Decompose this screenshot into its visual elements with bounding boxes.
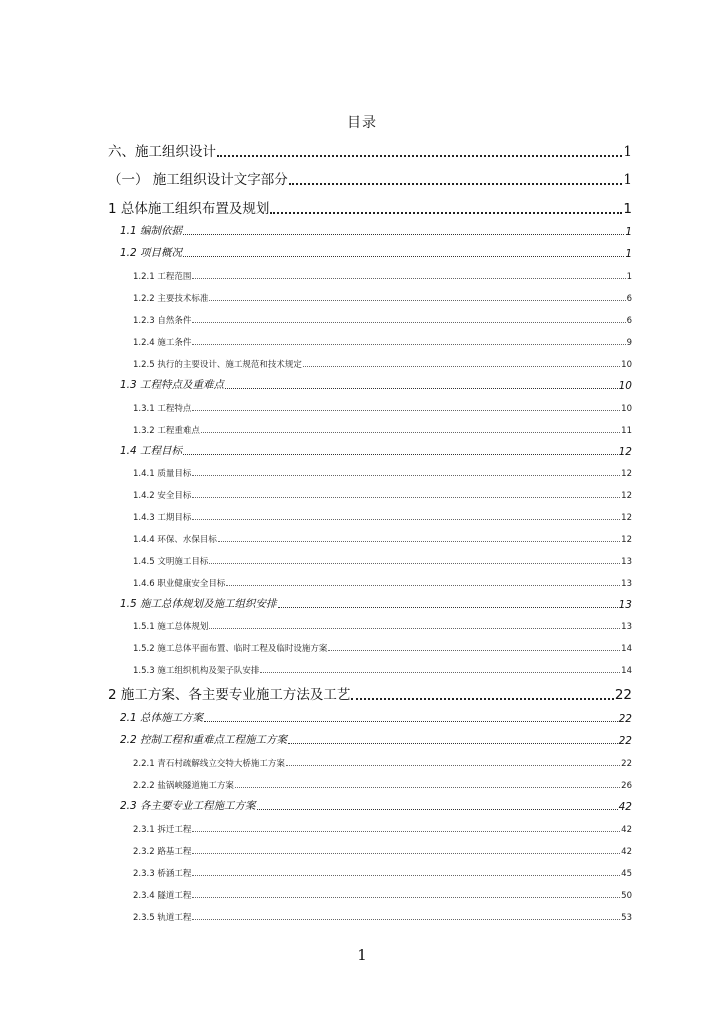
- toc-entry-page: 42: [621, 825, 632, 835]
- toc-entry-text: 2.3.5 轨道工程: [133, 913, 192, 923]
- toc-entry[interactable]: [133, 843, 632, 857]
- toc-entry[interactable]: [133, 662, 632, 676]
- toc-entry-text: 1.3.1 工程特点: [133, 404, 192, 414]
- toc-entry-text: 1.4.5 文明施工目标: [133, 557, 209, 567]
- dot-leader: [192, 875, 620, 876]
- dot-leader: [192, 410, 620, 411]
- toc-entry-text: （一） 施工组织设计文字部分: [108, 172, 288, 188]
- toc-entry[interactable]: [133, 422, 632, 436]
- toc-entry[interactable]: [133, 640, 632, 654]
- toc-entry-text: 2.2.2 盐锅峡隧道施工方案: [133, 781, 234, 791]
- dot-leader: [217, 155, 622, 157]
- toc-entry-page: 10: [621, 404, 632, 414]
- toc-entry-text: 2.3 各主要专业工程施工方案: [120, 800, 256, 812]
- toc-entry-page: 13: [621, 579, 632, 589]
- toc-entry[interactable]: [133, 821, 632, 835]
- toc-entry-text: 1.5.3 施工组织机构及架子队安排: [133, 666, 260, 676]
- dot-leader: [270, 212, 622, 214]
- toc-entry[interactable]: [133, 290, 632, 304]
- toc-entry[interactable]: [133, 400, 632, 414]
- toc-entry-page: 14: [621, 644, 632, 654]
- toc-entry[interactable]: [120, 376, 632, 392]
- toc-entry[interactable]: [133, 334, 632, 348]
- toc-entry-text: 1.4.6 职业健康安全目标: [133, 579, 226, 589]
- toc-title: 目录: [347, 115, 377, 131]
- dot-leader: [257, 809, 618, 810]
- toc-entry-page: 1: [626, 272, 632, 282]
- toc-entry-page: 22: [618, 735, 632, 747]
- toc-entry-text: 2.2.1 青石村疏解线立交特大桥施工方案: [133, 759, 285, 769]
- toc-entry[interactable]: [133, 509, 632, 523]
- dot-leader: [209, 300, 625, 301]
- dot-leader: [192, 853, 620, 854]
- dot-leader: [192, 322, 625, 323]
- toc-entry-page: 13: [621, 557, 632, 567]
- toc-entry[interactable]: [133, 618, 632, 632]
- toc-entry-text: 1.1 编制依据: [120, 225, 183, 237]
- toc-entry-text: 2.3.3 桥涵工程: [133, 869, 192, 879]
- toc-entry-text: 1.3.2 工程重难点: [133, 426, 200, 436]
- toc-entry-text: 1.5.1 施工总体规划: [133, 622, 209, 632]
- toc-entry-text: 1.4 工程目标: [120, 445, 183, 457]
- toc-entry-text: 2.3.1 拆迁工程: [133, 825, 192, 835]
- toc-entry-text: 六、施工组织设计: [108, 144, 216, 160]
- toc-entry[interactable]: [120, 731, 632, 747]
- toc-entry-page: 11: [621, 426, 632, 436]
- toc-entry[interactable]: [120, 244, 632, 260]
- toc-entry-page: 53: [621, 913, 632, 923]
- toc-entry-page: 1: [625, 248, 632, 260]
- dot-leader: [218, 541, 620, 542]
- toc-entry-page: 1: [625, 226, 632, 238]
- toc-entry[interactable]: [120, 595, 632, 611]
- dot-leader: [226, 585, 620, 586]
- toc-entry[interactable]: [133, 356, 632, 370]
- toc-entry-text: 1 总体施工组织布置及规划: [108, 201, 270, 217]
- toc-entry-text: 1.2.2 主要技术标准: [133, 294, 209, 304]
- dot-leader: [192, 831, 620, 832]
- toc-entry-text: 1.5 施工总体规划及施工组织安排: [120, 598, 277, 610]
- dot-leader: [201, 432, 620, 433]
- toc-entry[interactable]: [133, 553, 632, 567]
- toc-entry[interactable]: [133, 777, 632, 791]
- toc-entry-text: 2 施工方案、各主要专业施工方法及工艺: [108, 687, 351, 703]
- toc-entry[interactable]: [133, 465, 632, 479]
- dot-leader: [288, 743, 618, 744]
- toc-entry-page: 13: [621, 622, 632, 632]
- dot-leader: [183, 256, 624, 257]
- dot-leader: [192, 344, 625, 345]
- dot-leader: [286, 765, 620, 766]
- toc-entry-page: 50: [621, 891, 632, 901]
- toc-entry-page: 26: [621, 781, 632, 791]
- toc-entry[interactable]: [133, 909, 632, 923]
- toc-entry-text: 1.4.1 质量目标: [133, 469, 192, 479]
- toc-entry[interactable]: [133, 887, 632, 901]
- toc-entry-text: 2.2 控制工程和重难点工程施工方案: [120, 734, 288, 746]
- dot-leader: [192, 919, 620, 920]
- toc-entry[interactable]: [133, 865, 632, 879]
- toc-entry-text: 1.5.2 施工总体平面布置、临时工程及临时设施方案: [133, 644, 328, 654]
- toc-entry-page: 10: [621, 360, 632, 370]
- toc-entry[interactable]: [120, 709, 632, 725]
- toc-entry[interactable]: [108, 197, 632, 217]
- toc-entry[interactable]: [133, 755, 632, 769]
- toc-entry-page: 12: [618, 446, 632, 458]
- toc-entry-page: 22: [614, 687, 632, 703]
- dot-leader: [278, 607, 618, 608]
- dot-leader: [192, 475, 620, 476]
- dot-leader: [209, 628, 620, 629]
- toc-entry-text: 1.2.5 执行的主要设计、施工规范和技术规定: [133, 360, 302, 370]
- toc-entry-page: 42: [618, 801, 632, 813]
- toc-entry[interactable]: [108, 168, 632, 188]
- dot-leader: [204, 721, 618, 722]
- dot-leader: [260, 672, 620, 673]
- dot-leader: [328, 650, 620, 651]
- toc-entry-page: 9: [626, 338, 632, 348]
- toc-entry[interactable]: [108, 683, 632, 703]
- toc-entry-page: 1: [623, 172, 632, 188]
- toc-entry-text: 1.4.4 环保、水保目标: [133, 535, 217, 545]
- dot-leader: [192, 278, 625, 279]
- dot-leader: [192, 897, 620, 898]
- toc-entry-text: 2.3.2 路基工程: [133, 847, 192, 857]
- toc-entry[interactable]: [133, 268, 632, 282]
- toc-entry-text: 1.4.2 安全目标: [133, 491, 192, 501]
- toc-entry-page: 12: [621, 535, 632, 545]
- toc-entry-page: 6: [626, 316, 632, 326]
- toc-entry[interactable]: [133, 531, 632, 545]
- toc-entry-page: 22: [621, 759, 632, 769]
- page-number: 1: [357, 946, 367, 964]
- toc-entry-page: 12: [621, 513, 632, 523]
- toc-entry[interactable]: [133, 575, 632, 589]
- toc-entry[interactable]: [120, 797, 632, 813]
- toc-entry-page: 12: [621, 491, 632, 501]
- dot-leader: [192, 519, 620, 520]
- dot-leader: [209, 563, 620, 564]
- toc-entry-page: 45: [621, 869, 632, 879]
- toc-entry[interactable]: [120, 222, 632, 238]
- toc-entry-page: 12: [621, 469, 632, 479]
- toc-entry-page: 13: [618, 599, 632, 611]
- toc-entry-page: 1: [623, 201, 632, 217]
- toc-entry-page: 1: [623, 144, 632, 160]
- dot-leader: [225, 388, 618, 389]
- dot-leader: [183, 454, 618, 455]
- toc-entry[interactable]: [133, 487, 632, 501]
- dot-leader: [183, 234, 624, 235]
- dot-leader: [235, 787, 620, 788]
- toc-entry[interactable]: [120, 442, 632, 458]
- toc-entry[interactable]: [108, 140, 632, 160]
- dot-leader: [289, 183, 623, 185]
- toc-entry-text: 2.3.4 隧道工程: [133, 891, 192, 901]
- toc-entry-text: 1.3 工程特点及重难点: [120, 379, 225, 391]
- toc-entry-text: 1.2.1 工程范围: [133, 272, 192, 282]
- toc-entry-page: 10: [618, 380, 632, 392]
- dot-leader: [351, 698, 613, 700]
- toc-entry-text: 1.4.3 工期目标: [133, 513, 192, 523]
- toc-entry[interactable]: [133, 312, 632, 326]
- dot-leader: [192, 497, 620, 498]
- dot-leader: [303, 366, 620, 367]
- toc-entry-text: 1.2.3 自然条件: [133, 316, 192, 326]
- toc-entry-page: 6: [626, 294, 632, 304]
- toc-entry-text: 2.1 总体施工方案: [120, 712, 204, 724]
- toc-entry-page: 14: [621, 666, 632, 676]
- toc-entry-page: 42: [621, 847, 632, 857]
- toc-entry-text: 1.2.4 施工条件: [133, 338, 192, 348]
- toc-entry-text: 1.2 项目概况: [120, 247, 183, 259]
- toc-entry-page: 22: [618, 713, 632, 725]
